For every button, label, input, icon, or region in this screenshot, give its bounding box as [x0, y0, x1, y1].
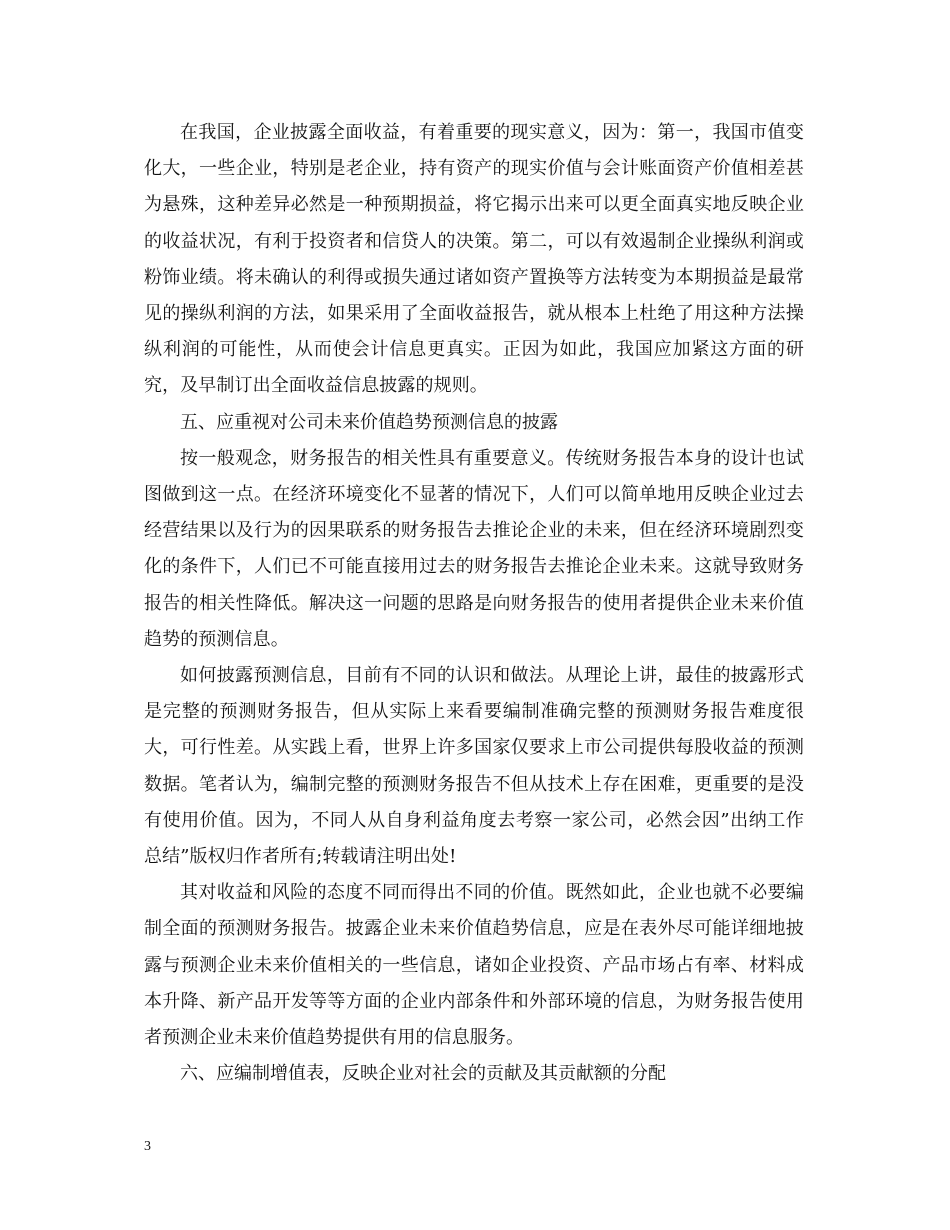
paragraph-report-relevance: 按一般观念，财务报告的相关性具有重要意义。传统财务报告本身的设计也试图做到这一点。在经济环境变化不显著的情况下，人们可以简单地用反映企业过去经营结果以及行为的因果联系的财务报告去推论企业的未来，但在经济环境剧烈变化的条件下，人们已不可能直接用过去的财务报告去推论企业未来。这就导致财务报告的相关性降低。解决这一问题的思路是向财务报告的使用者提供企业未来价值趋势的预测信息。 — [144, 447, 804, 650]
section-heading-five: 五、应重视对公司未来价值趋势预测信息的披露 — [180, 411, 558, 433]
paragraph-value-trend-info: 其对收益和风险的态度不同而得出不同的价值。既然如此，企业也就不必要编制全面的预测财务报告。披露企业未来价值趋势信息，应是在表外尽可能详细地披露与预测企业未来价值相关的一些信息，诸如企业投资、产品市场占有率、材料成本升降、新产品开发等等方面的企业内部条件和外部环境的信息，为财务报告使用者预测企业未来价值趋势提供有用的信息服务。 — [144, 882, 804, 1049]
section-heading-six: 六、应编制增值表，反映企业对社会的贡献及其贡献额的分配 — [180, 1063, 666, 1085]
paragraph-forecast-disclosure: 如何披露预测信息，目前有不同的认识和做法。从理论上讲，最佳的披露形式是完整的预测财务报告，但从实际上来看要编制准确完整的预测财务报告难度很大，可行性差。从实践上看，世界上许多国家仅要求上市公司提供每股收益的预测数据。笔者认为，编制完整的预测财务报告不但从技术上存在困难，更重要的是没有使用价值。因为，不同人从自身利益角度去考察一家公司，必然会因”出纳工作总结”版权归作者所有;转载请注明出处! — [144, 665, 804, 868]
page-number: 3 — [144, 1139, 151, 1154]
paragraph-comprehensive-income: 在我国，企业披露全面收益，有着重要的现实意义，因为：第一，我国市值变化大，一些企业，特别是老企业，持有资产的现实价值与会计账面资产价值相差甚为悬殊，这种差异必然是一种预期损益，将它揭示出来可以更全面真实地反映企业的收益状况，有利于投资者和信贷人的决策。第二，可以有效遏制企业操纵利润或粉饰业绩。将未确认的利得或损失通过诸如资产置换等方法转变为本期损益是最常见的操纵利润的方法，如果采用了全面收益报告，就从根本上杜绝了用这种方法操纵利润的可能性，从而使会计信息更真实。正因为如此，我国应加紧这方面的研究，及早制订出全面收益信息披露的规则。 — [144, 122, 804, 397]
document-body — [144, 115, 804, 1092]
